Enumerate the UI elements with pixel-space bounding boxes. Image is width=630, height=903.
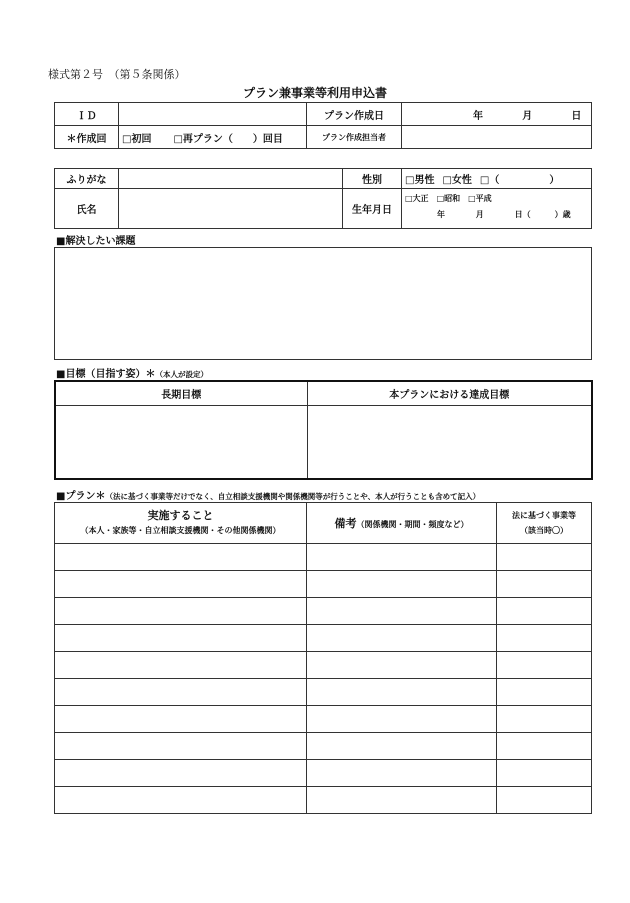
round-label: ＊作成回: [55, 126, 119, 149]
plan-remarks-cell[interactable]: [307, 625, 497, 652]
plan-legal-cell[interactable]: [497, 679, 592, 706]
col-action-title: 実施すること: [147, 509, 214, 522]
round-options: [119, 126, 307, 149]
plan-legal-cell[interactable]: [497, 598, 592, 625]
plan-remarks-cell[interactable]: [307, 544, 497, 571]
plan-remarks-cell[interactable]: [307, 760, 497, 787]
re-plan-checkbox[interactable]: □再プラン（ ）回目: [173, 133, 283, 145]
taisho-checkbox[interactable]: □大正: [405, 194, 429, 203]
plan-remarks-cell[interactable]: [307, 733, 497, 760]
col-remarks-title: 備考: [334, 517, 357, 530]
plan-heading-note: （法に基づく事業等だけでなく、自立相談支援機関や関係機関等が行うことや、本人が行うことも含めて記入）: [105, 492, 481, 501]
plan-row: [55, 733, 592, 760]
plan-table: [54, 502, 592, 814]
plan-action-cell[interactable]: [55, 733, 307, 760]
plan-action-cell[interactable]: [55, 544, 307, 571]
plan-legal-cell[interactable]: [497, 787, 592, 814]
female-checkbox[interactable]: □女性: [442, 175, 472, 186]
plan-action-cell[interactable]: [55, 652, 307, 679]
document-title: プラン兼事業等利用申込書: [242, 86, 387, 100]
plan-row: [55, 760, 592, 787]
plan-remarks-cell[interactable]: [307, 652, 497, 679]
manager-field[interactable]: [402, 126, 592, 149]
heisei-checkbox[interactable]: □平成: [468, 194, 492, 203]
plan-action-cell[interactable]: [55, 760, 307, 787]
plan-legal-cell[interactable]: [497, 544, 592, 571]
plan-action-cell[interactable]: [55, 625, 307, 652]
long-term-goal-field[interactable]: [55, 405, 307, 479]
plan-action-cell[interactable]: [55, 571, 307, 598]
name-label: 氏名: [55, 189, 119, 229]
day-label: 日: [571, 110, 582, 122]
other-gender-checkbox[interactable]: □（ ）: [479, 175, 560, 186]
plan-action-cell[interactable]: [55, 706, 307, 733]
plan-heading: [56, 487, 480, 502]
plan-action-cell[interactable]: [55, 679, 307, 706]
plan-legal-cell[interactable]: [497, 652, 592, 679]
furigana-field[interactable]: [119, 169, 343, 189]
birth-day-age-label: 日（ ）歳: [514, 210, 571, 219]
month-label: 月: [522, 110, 533, 122]
plan-date-field[interactable]: [402, 103, 592, 126]
header-table: [54, 102, 592, 149]
plan-legal-cell[interactable]: [497, 733, 592, 760]
plan-legal-cell[interactable]: [497, 625, 592, 652]
plan-action-cell[interactable]: [55, 598, 307, 625]
name-field[interactable]: [119, 189, 343, 229]
plan-row: [55, 679, 592, 706]
birth-label: 生年月日: [343, 189, 402, 229]
issues-heading: ■解決したい課題: [56, 236, 136, 247]
goals-heading-text: ■目標（目指す姿）＊: [56, 369, 156, 380]
plan-row: [55, 571, 592, 598]
long-term-goal-header: 長期目標: [55, 381, 307, 405]
goals-heading-note: （本人が設定）: [155, 370, 208, 379]
id-field[interactable]: [119, 103, 307, 126]
col-legal-title: 法に基づく事業等: [512, 511, 576, 520]
plan-row: [55, 652, 592, 679]
year-label: 年: [473, 110, 483, 122]
plan-row: [55, 625, 592, 652]
plan-row: [55, 706, 592, 733]
col-legal-sub: （該当時〇）: [520, 526, 568, 535]
issues-box[interactable]: [54, 247, 592, 360]
col-remarks-sub: （関係機関・期間・頻度など）: [356, 520, 469, 529]
goals-heading: [56, 365, 208, 380]
plan-date-label: プラン作成日: [307, 103, 402, 126]
plan-remarks-cell[interactable]: [307, 571, 497, 598]
showa-checkbox[interactable]: □昭和: [436, 194, 461, 203]
plan-goal-header: 本プランにおける達成目標: [307, 381, 592, 405]
first-checkbox[interactable]: □初回: [122, 133, 152, 145]
form-number: 様式第２号 （第５条関係）: [48, 68, 186, 81]
plan-action-cell[interactable]: [55, 787, 307, 814]
plan-goal-field[interactable]: [307, 405, 592, 479]
goals-table: [54, 380, 593, 480]
id-label: ＩＤ: [55, 103, 119, 126]
birth-month-label: 月: [475, 210, 484, 219]
plan-row: [55, 787, 592, 814]
furigana-label: ふりがな: [55, 169, 119, 189]
gender-label: 性別: [343, 169, 402, 189]
plan-legal-cell[interactable]: [497, 571, 592, 598]
col-action-sub: （本人・家族等・自立相談支援機関・その他関係機関）: [80, 526, 281, 535]
plan-remarks-cell[interactable]: [307, 598, 497, 625]
plan-remarks-cell[interactable]: [307, 787, 497, 814]
birth-year-label: 年: [437, 210, 445, 219]
plan-legal-cell[interactable]: [497, 706, 592, 733]
person-table: [54, 168, 592, 229]
plan-remarks-cell[interactable]: [307, 706, 497, 733]
male-checkbox[interactable]: □男性: [405, 175, 435, 186]
plan-row: [55, 598, 592, 625]
plan-remarks-cell[interactable]: [307, 679, 497, 706]
manager-label: プラン作成担当者: [307, 126, 402, 149]
plan-legal-cell[interactable]: [497, 760, 592, 787]
plan-row: [55, 544, 592, 571]
plan-heading-text: ■プラン＊: [56, 491, 106, 502]
